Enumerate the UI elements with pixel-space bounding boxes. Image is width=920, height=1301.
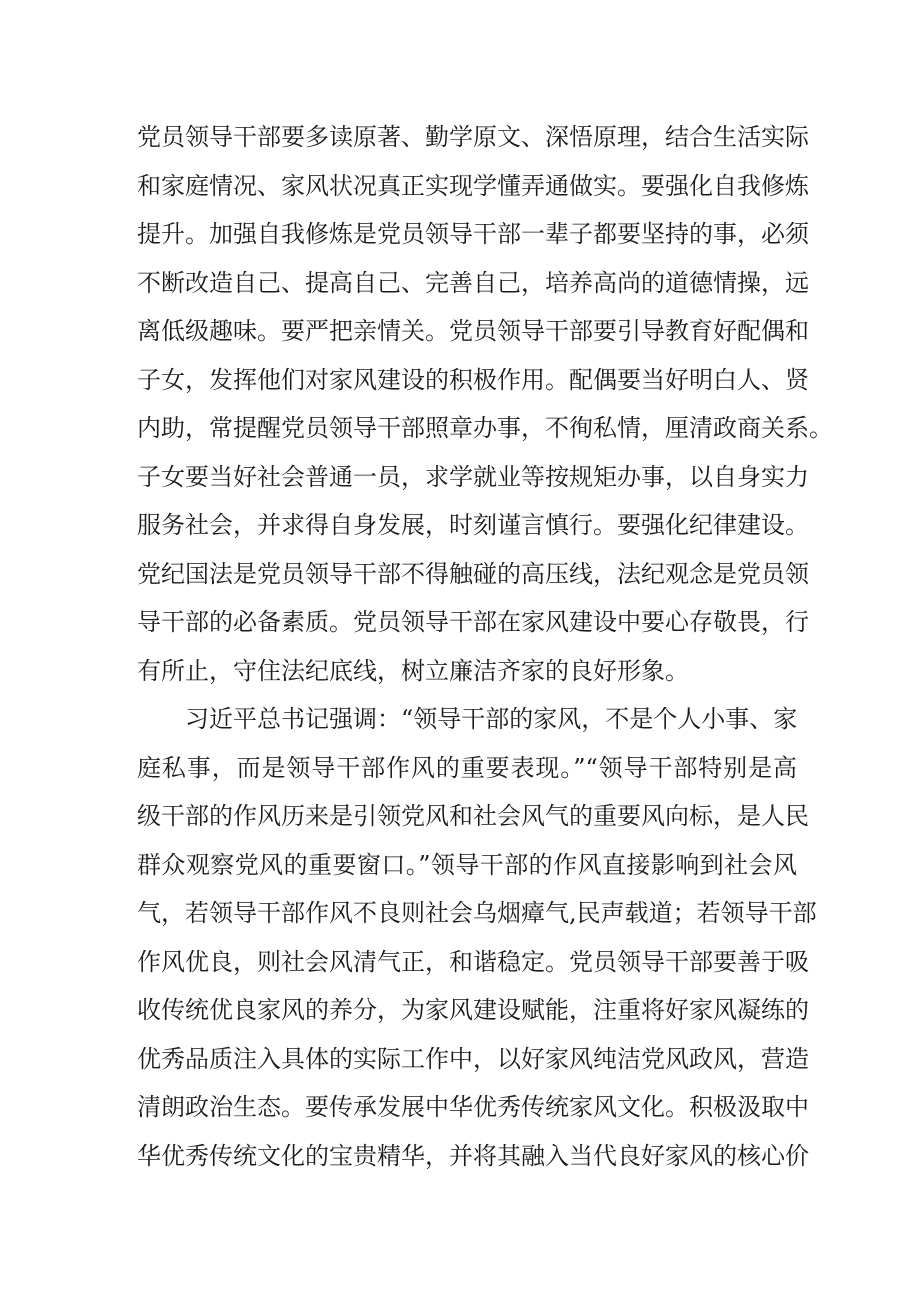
- document-body: [137, 113, 833, 1180]
- text-line: 党员领导干部要多读原著、勤学原文、深悟原理，结合生活实际: [137, 123, 809, 151]
- text-line: 习近平总书记强调：“领导干部的家风，不是个人小事、家: [185, 705, 798, 733]
- text-line: 党纪国法是党员领导干部不得触碰的高压线，法纪观念是党员领: [137, 559, 809, 588]
- text-line: 导干部的必备素质。党员领导干部在家风建设中要心存敬畏，行: [137, 608, 809, 636]
- text-line: 清朗政治生态。要传承发展中华优秀传统家风文化。积极汲取中: [137, 1093, 809, 1121]
- text-line: 群众观察党风的重要窗口。”领导干部的作风直接影响到社会风: [137, 850, 797, 879]
- text-line: 气，若领导干部作风不良则社会乌烟瘴气,民声载道；若领导干部: [137, 899, 817, 927]
- paragraph-1: [137, 113, 833, 695]
- text-line: 级干部的作风历来是引领党风和社会风气的重要风向标，是人民: [137, 802, 809, 830]
- text-line: 华优秀传统文化的宝贵精华，并将其融入当代良好家风的核心价: [137, 1141, 809, 1170]
- text-line: 有所止，守住法纪底线，树立廉洁齐家的良好形象。: [137, 656, 689, 685]
- text-line: 庭私事，而是领导干部作风的重要表现。”“领导干部特别是高: [137, 753, 797, 782]
- text-line: 优秀品质注入具体的实际工作中，以好家风纯洁党风政风，营造: [137, 1044, 809, 1073]
- text-line: 子女要当好社会普通一员，求学就业等按规矩办事，以自身实力: [137, 462, 809, 491]
- text-line: 内助，常提醒党员领导干部照章办事，不徇私情，厘清政商关系。: [137, 414, 833, 442]
- paragraph-2: [137, 695, 817, 1180]
- text-line: 作风优良，则社会风清气正，和谐稳定。党员领导干部要善于吸: [137, 947, 809, 976]
- text-line: 服务社会，并求得自身发展，时刻谨言慎行。要强化纪律建设。: [137, 511, 809, 539]
- text-line: 子女，发挥他们对家风建设的积极作用。配偶要当好明白人、贤: [137, 365, 809, 394]
- text-line: 提升。加强自我修炼是党员领导干部一辈子都要坚持的事，必须: [137, 220, 809, 248]
- text-line: 不断改造自己、提高自己、完善自己，培养高尚的道德情操，远: [137, 268, 809, 297]
- text-line: 和家庭情况、家风状况真正实现学懂弄通做实。要强化自我修炼: [137, 171, 809, 200]
- text-line: 离低级趣味。要严把亲情关。党员领导干部要引导教育好配偶和: [137, 317, 809, 345]
- text-line: 收传统优良家风的养分，为家风建设赋能，注重将好家风凝练的: [137, 996, 809, 1024]
